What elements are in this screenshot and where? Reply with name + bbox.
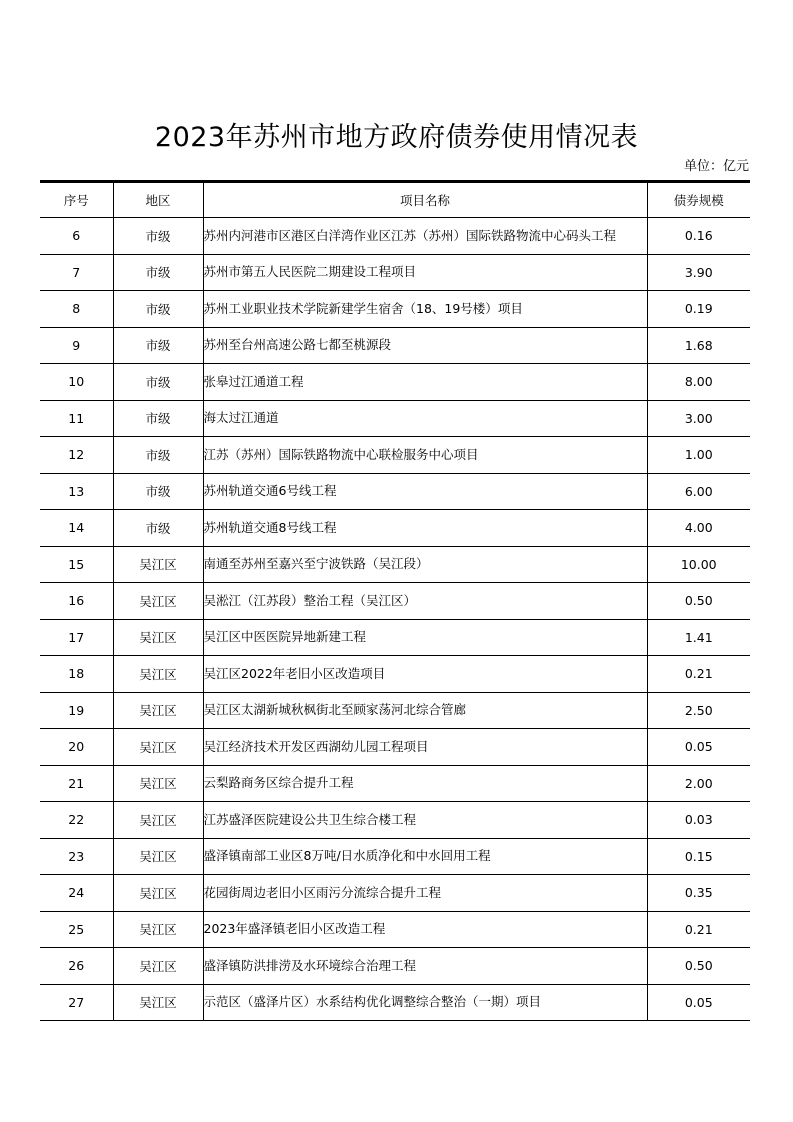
table-row [40,729,750,766]
cell-region: 市级 [113,218,203,255]
cell-bond-amount: 2.50 [647,692,750,729]
cell-serial-number: 25 [40,911,113,948]
table-row [40,364,750,401]
cell-region: 市级 [113,473,203,510]
cell-region: 吴江区 [113,692,203,729]
cell-bond-amount: 1.41 [647,619,750,656]
cell-serial-number: 21 [40,765,113,802]
cell-region: 吴江区 [113,911,203,948]
cell-bond-amount: 1.00 [647,437,750,474]
cell-project-name: 吴江区中医医院异地新建工程 [203,619,647,656]
cell-project-name: 吴江区太湖新城秋枫街北至顾家荡河北综合管廊 [203,692,647,729]
cell-serial-number: 10 [40,364,113,401]
cell-project-name: 苏州内河港市区港区白洋湾作业区江苏（苏州）国际铁路物流中心码头工程 [203,218,647,255]
cell-project-name: 花园街周边老旧小区雨污分流综合提升工程 [203,875,647,912]
table-row [40,546,750,583]
cell-region: 市级 [113,254,203,291]
cell-project-name: 2023年盛泽镇老旧小区改造工程 [203,911,647,948]
cell-project-name: 海太过江通道 [203,400,647,437]
cell-serial-number: 20 [40,729,113,766]
cell-project-name: 苏州轨道交通8号线工程 [203,510,647,547]
cell-project-name: 盛泽镇防洪排涝及水环境综合治理工程 [203,948,647,985]
cell-serial-number: 6 [40,218,113,255]
cell-bond-amount: 0.21 [647,656,750,693]
cell-region: 市级 [113,437,203,474]
cell-bond-amount: 0.15 [647,838,750,875]
cell-bond-amount: 0.05 [647,729,750,766]
cell-project-name: 云梨路商务区综合提升工程 [203,765,647,802]
cell-bond-amount: 6.00 [647,473,750,510]
table-row [40,619,750,656]
cell-region: 吴江区 [113,765,203,802]
cell-region: 吴江区 [113,546,203,583]
cell-region: 市级 [113,291,203,328]
cell-region: 市级 [113,400,203,437]
table-body [40,218,750,1021]
table-row [40,400,750,437]
header-region: 地区 [113,182,203,218]
cell-region: 吴江区 [113,729,203,766]
table-row [40,254,750,291]
table-row [40,984,750,1021]
cell-serial-number: 26 [40,948,113,985]
header-serial-number: 序号 [40,182,113,218]
table-row [40,692,750,729]
table-row [40,765,750,802]
table-row [40,218,750,255]
table-header-row [40,182,750,218]
cell-serial-number: 23 [40,838,113,875]
cell-region: 吴江区 [113,619,203,656]
cell-project-name: 江苏盛泽医院建设公共卫生综合楼工程 [203,802,647,839]
cell-serial-number: 22 [40,802,113,839]
cell-serial-number: 14 [40,510,113,547]
cell-serial-number: 18 [40,656,113,693]
cell-bond-amount: 0.50 [647,948,750,985]
cell-bond-amount: 0.21 [647,911,750,948]
cell-region: 市级 [113,364,203,401]
cell-serial-number: 7 [40,254,113,291]
cell-region: 吴江区 [113,984,203,1021]
table-row [40,510,750,547]
cell-serial-number: 15 [40,546,113,583]
cell-project-name: 苏州工业职业技术学院新建学生宿舍（18、19号楼）项目 [203,291,647,328]
cell-region: 吴江区 [113,838,203,875]
table-row [40,875,750,912]
cell-bond-amount: 0.19 [647,291,750,328]
table-row [40,911,750,948]
cell-serial-number: 12 [40,437,113,474]
header-bond-amount: 债券规模 [647,182,750,218]
cell-bond-amount: 0.03 [647,802,750,839]
cell-serial-number: 8 [40,291,113,328]
cell-bond-amount: 4.00 [647,510,750,547]
cell-serial-number: 11 [40,400,113,437]
cell-region: 吴江区 [113,875,203,912]
cell-project-name: 吴江区2022年老旧小区改造项目 [203,656,647,693]
cell-region: 吴江区 [113,583,203,620]
cell-serial-number: 16 [40,583,113,620]
cell-project-name: 盛泽镇南部工业区8万吨/日水质净化和中水回用工程 [203,838,647,875]
cell-bond-amount: 10.00 [647,546,750,583]
cell-serial-number: 19 [40,692,113,729]
cell-region: 吴江区 [113,656,203,693]
cell-serial-number: 17 [40,619,113,656]
cell-project-name: 苏州市第五人民医院二期建设工程项目 [203,254,647,291]
cell-bond-amount: 0.16 [647,218,750,255]
header-project-name: 项目名称 [203,182,647,218]
cell-project-name: 吴淞江（江苏段）整治工程（吴江区） [203,583,647,620]
table-row [40,656,750,693]
table-row [40,291,750,328]
cell-serial-number: 27 [40,984,113,1021]
table-row [40,948,750,985]
cell-bond-amount: 0.05 [647,984,750,1021]
cell-bond-amount: 3.00 [647,400,750,437]
cell-bond-amount: 8.00 [647,364,750,401]
unit-label: 单位：亿元 [683,159,749,174]
cell-region: 吴江区 [113,802,203,839]
table-row [40,473,750,510]
cell-bond-amount: 2.00 [647,765,750,802]
cell-project-name: 示范区（盛泽片区）水系结构优化调整综合整治（一期）项目 [203,984,647,1021]
cell-region: 吴江区 [113,948,203,985]
cell-region: 市级 [113,510,203,547]
table-row [40,838,750,875]
cell-serial-number: 13 [40,473,113,510]
cell-serial-number: 9 [40,327,113,364]
table-row [40,583,750,620]
cell-project-name: 吴江经济技术开发区西湖幼儿园工程项目 [203,729,647,766]
cell-bond-amount: 1.68 [647,327,750,364]
table-row [40,437,750,474]
cell-region: 市级 [113,327,203,364]
cell-serial-number: 24 [40,875,113,912]
bond-usage-table [40,180,750,1021]
cell-project-name: 苏州至台州高速公路七都至桃源段 [203,327,647,364]
table-row [40,802,750,839]
cell-bond-amount: 0.35 [647,875,750,912]
page-title: 2023年苏州市地方政府债券使用情况表 [154,122,639,153]
cell-project-name: 苏州轨道交通6号线工程 [203,473,647,510]
cell-bond-amount: 3.90 [647,254,750,291]
cell-project-name: 江苏（苏州）国际铁路物流中心联检服务中心项目 [203,437,647,474]
cell-project-name: 张皋过江通道工程 [203,364,647,401]
cell-bond-amount: 0.50 [647,583,750,620]
table-row [40,327,750,364]
cell-project-name: 南通至苏州至嘉兴至宁波铁路（吴江段） [203,546,647,583]
